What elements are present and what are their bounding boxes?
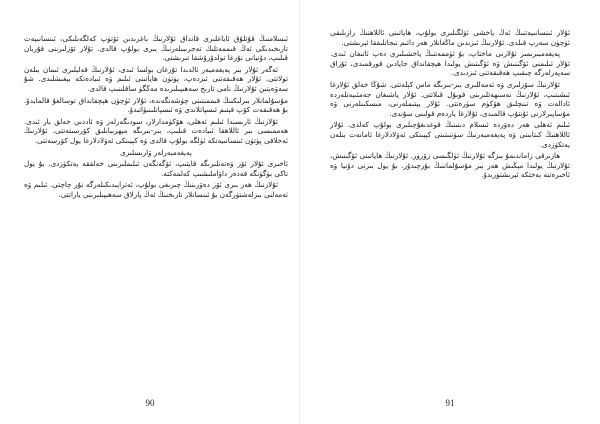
left-paragraph-2: ئەگەر ئۇلار بىر پەيغەمبەر ئالدىدا تۇرغان بولسا ئىدى، ئۇلارنىڭ قەلبلىرى ئىمان بىلەن تولاتتى. ئۇلار ھەقىقەتنى ئىزدەپ، پۈتۈن ھاياتىنى ئىلىم ۋە ئىبادەتكە بېغىشلىدى. شۇ سەۋەبتىن ئۇلارنىڭ نامى تارىخ سەھىپىلىرىدە مەڭگۈ ساقلىنىپ قالدى. — [24, 64, 288, 93]
right-page-number: 91 — [445, 398, 455, 408]
left-paragraph-5: ئاخىرى ئۇلار ئۆز ۋەتەنلىرىگە قايتىپ، ئۆگەنگەن ئىلىملىرىنى خەلققە يەتكۈزدى. بۇ يول تاكى بۈگۈنگە قەدەر داۋاملىشىپ كەلمەكتە. — [24, 159, 288, 178]
left-paragraph-3: مۇسۇلمانلار بىرلىكنىڭ قىممىتىنى چۈشەنگەندە، ئۇلار ئۈچۈن ھېچقانداق توسالغۇ قالمايدۇ. بۇ ھەقىقەت كۆپ قېتىم ئىسپاتلاندى ۋە ئىسپاتلىنىۋاتىدۇ. — [24, 95, 288, 115]
right-page — [300, 0, 600, 424]
right-paragraph-5: ھازىرقى زاماندىمۇ بىزگە ئۇلارنىڭ ئۈلگىسى زۆرۈر. ئۇلارنىڭ ھاياتىنى ئۆگىنىش، ئۇلارنىڭ يولىدا مېڭىش ھەر بىر مۇسۇلماننىڭ بۇرچىدۇر. بۇ يول بىزنى دۇنيا ۋە ئاخىرەتتە بەختكە ئېرىشتۈرىدۇ. — [330, 151, 570, 180]
right-paragraph-2: پەيغەمبىرىمىز ئۇلارنى ماختاپ، بۇ ئۈممەتنىڭ ياخشىلىرى دەپ ئاتىغان ئىدى. ئۇلار ئىلىمنى ئۆگىنىش ۋە ئۆگىتىش يولىدا ھېچقانداق جاپادىن قورقمىدى، ئۇزاق سەپەرلەرگە چىقىپ ھەقىقەتنى ئىزدىدى. — [330, 49, 570, 78]
left-paragraph-4: ئۇلارنىڭ ئارىسىدا ئىلىم ئەھلى، ھۆكۈمدارلار، سودىگەرلەر ۋە ئاددىي خەلق بار ئىدى. ھەممىسى بىر ئاللاھقا ئىبادەت قىلىپ، بىر-بىرىگە مېھرىبانلىق كۆرسىتەتتى. ئۇلارنىڭ ئەخلاقى پۈتۈن ئىنسانىيەتكە ئۈلگە بولۇپ قالدى ۋە كېيىنكى ئەۋلادلارغا يول كۆرسەتتى. — [24, 116, 288, 145]
right-paragraph-3: ئۇلارنىڭ سۆزلىرى ۋە ئەمەللىرى بىر-بىرىگە ماس كېلەتتى. شۇڭا خەلق ئۇلارغا ئىشىنىپ، ئۇلارنىڭ نەسىھەتلىرىنى قوبۇل قىلاتتى. ئۇلار ياشىغان جەمئىيەتلەردە ئادالەت ۋە تىنچلىق ھۆكۈم سۈرەتتى. ئۇلار يېتىملەرنى، مىسكىنلەرنى ۋە مۇساپىرلارنى ئۇنتۇپ قالمىدى، ئۇلارغا ياردەم قولىنى سۇندى. — [330, 79, 570, 118]
right-page-text — [330, 28, 570, 180]
left-paragraph-6: ئۇلارنىڭ ھەر بىرى ئۆز دەۋرىنىڭ چىرىغى بولۇپ، ئەتراپىدىكىلەرگە نۇر چاچتى. ئىلىم ۋە ئەمەلنى بىرلەشتۈرگەن بۇ ئىنسانلار تارىخنىڭ ئەڭ پارلاق سەھىپىلىرىنى ياراتتى. — [24, 180, 288, 199]
right-paragraph-1: ئۇلار ئىنسانىيەتنىڭ ئەڭ ياخشى ئۈلگىلىرى بولۇپ، ھاياتىنى ئاللاھنىڭ رازىلىقى ئۈچۈن سەرپ قىلدى. ئۇلارنىڭ ئىزىدىن ماڭغانلار ھەر دائىم نىجاتلىققا ئېرىشتى. — [330, 28, 570, 47]
left-page-text — [24, 34, 288, 200]
left-subheading: پەيغەمبەرلەر ۋارىسلىرى — [120, 147, 192, 157]
right-paragraph-4: ئىلىم ئەھلى ھەر دەۋردە ئىسلام دىنىنىڭ قوغدىغۇچىلىرى بولۇپ كەلدى. ئۇلار ئاللاھنىڭ كىتابىنى ۋە پەيغەمبەرنىڭ سۈننىتىنى كېيىنكى ئەۋلادلارغا ئامانەت بىلەن يەتكۈزدى. — [330, 120, 570, 149]
left-paragraph-1: ئىسلامنىڭ قۇتلۇق ئاياغلىرى قانداق ئۇلارنىڭ باغرىدىن ئۆتۈپ كەلگەنلىكى، ئىنسانىيەت تارىخىدىكى ئەڭ قىممەتلىك تەجرىبىلەرنىڭ بىرى بولۇپ قالدى. ئۇلار ئۆزلىرىنى قۇربان قىلىپ، دۇنيانى نۇرغا تولدۇرۇشقا تىرىشتى. — [24, 34, 288, 63]
left-page-number: 90 — [145, 398, 155, 408]
